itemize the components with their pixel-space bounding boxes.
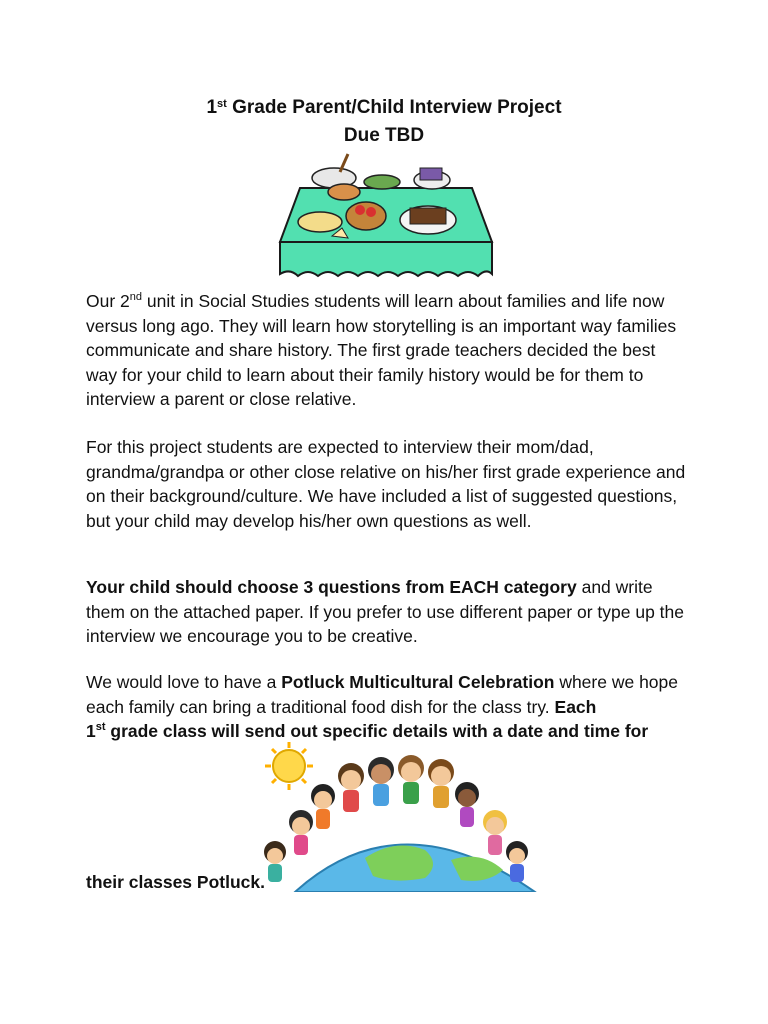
paragraph-potluck: We would love to have a Potluck Multicultural Celebration where we hope each family can bring a traditional food dish for the class try. Each 1st grade class will send out specific details with a date and time for [86, 672, 679, 741]
paragraph-project-description: For this project students are expected to interview their mom/dad, grandma/grandpa or other close relative on his/her first grade experience and on their background/culture. We have included a list of suggested questions, but your child may develop his/her own questions as well. [86, 437, 686, 531]
sun-icon [265, 742, 313, 790]
title-line-1: 1st Grade Parent/Child Interview Project [206, 97, 562, 118]
paragraph-unit-intro: Our 2nd unit in Social Studies students will learn about families and life now versus long ago. They will learn how storytelling is an important way families communicate and share history. The first grade teachers decided the best way for your child to learn about their family history would be for them to interview a parent or close relative. [86, 291, 677, 409]
potluck-table-illustration [270, 150, 502, 282]
document-title [0, 94, 768, 150]
children-globe-illustration [255, 742, 545, 892]
title-line-2: Due TBD [343, 125, 425, 146]
paragraph-closing: their classes Potluck. [86, 872, 265, 892]
paragraph-questions-instruction: Your child should choose 3 questions from EACH category and write them on the attached paper. If you prefer to use different paper or type up the interview we encourage you to be creative. [86, 577, 684, 646]
